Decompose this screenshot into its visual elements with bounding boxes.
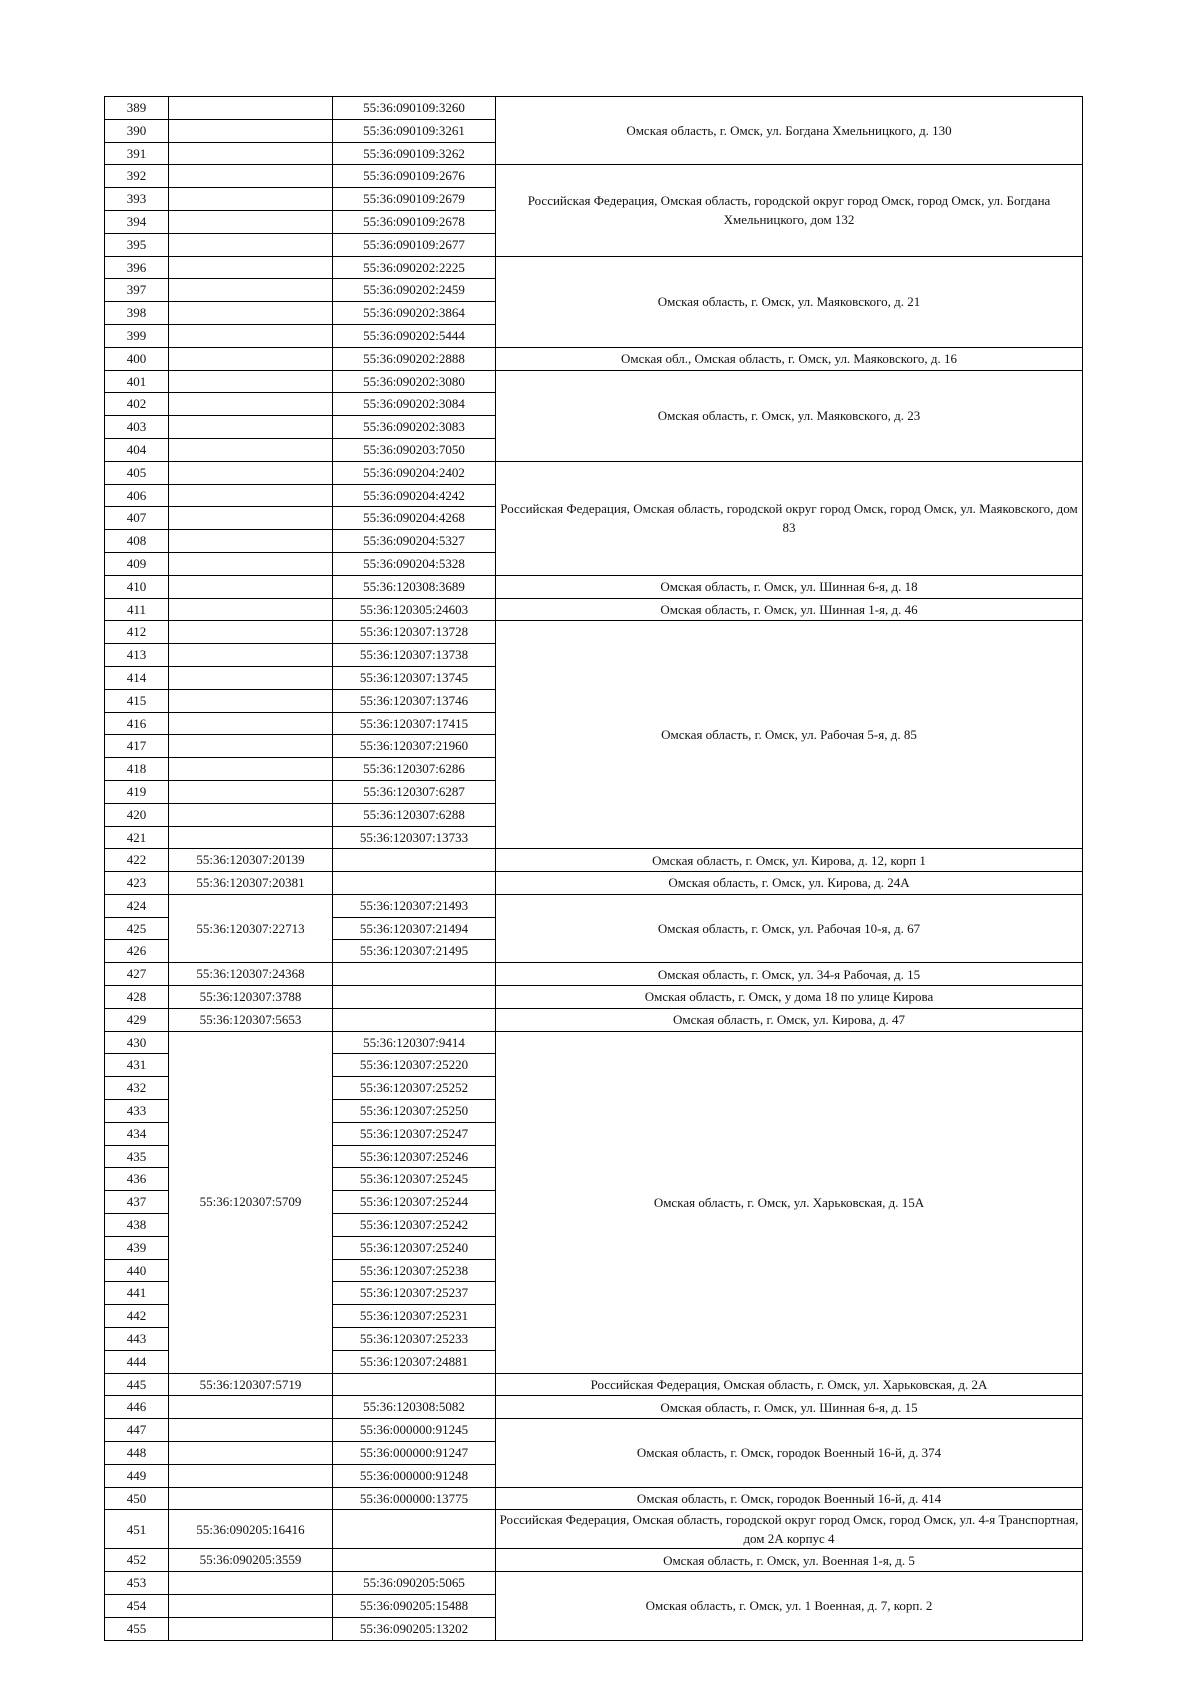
address: Омская область, г. Омск, ул. Кирова, д. 12, корп 1 <box>496 849 1083 872</box>
cadastral-number <box>169 119 333 142</box>
structure-cadastral-number: 55:36:120307:25244 <box>333 1191 496 1214</box>
row-number: 396 <box>105 256 169 279</box>
structure-cadastral-number: 55:36:090202:3080 <box>333 370 496 393</box>
table-row <box>105 1572 1083 1595</box>
structure-cadastral-number <box>333 986 496 1009</box>
cadastral-number <box>169 803 333 826</box>
row-number: 417 <box>105 735 169 758</box>
row-number: 413 <box>105 644 169 667</box>
structure-cadastral-number: 55:36:120307:21493 <box>333 894 496 917</box>
row-number: 414 <box>105 666 169 689</box>
structure-cadastral-number <box>333 963 496 986</box>
row-number: 394 <box>105 210 169 233</box>
structure-cadastral-number: 55:36:090109:2678 <box>333 210 496 233</box>
address: Омская область, г. Омск, ул. Харьковская, д. 15А <box>496 1031 1083 1373</box>
table-row <box>105 621 1083 644</box>
table-row <box>105 894 1083 917</box>
cadastral-number <box>169 689 333 712</box>
row-number: 405 <box>105 461 169 484</box>
address: Российская Федерация, Омская область, г. Омск, ул. Харьковская, д. 2А <box>496 1373 1083 1396</box>
address: Омская обл., Омская область, г. Омск, ул. Маяковского, д. 16 <box>496 347 1083 370</box>
row-number: 429 <box>105 1008 169 1031</box>
structure-cadastral-number: 55:36:120307:25238 <box>333 1259 496 1282</box>
address: Российская Федерация, Омская область, городской округ город Омск, город Омск, ул. Маяковского, дом 83 <box>496 461 1083 575</box>
row-number: 408 <box>105 530 169 553</box>
cadastral-number <box>169 1572 333 1595</box>
cadastral-number: 55:36:090205:3559 <box>169 1549 333 1572</box>
address: Омская область, г. Омск, городок Военный 16-й, д. 414 <box>496 1487 1083 1510</box>
row-number: 440 <box>105 1259 169 1282</box>
structure-cadastral-number: 55:36:120305:24603 <box>333 598 496 621</box>
cadastral-number <box>169 735 333 758</box>
cadastral-number <box>169 393 333 416</box>
row-number: 448 <box>105 1442 169 1465</box>
cadastral-number: 55:36:120307:5719 <box>169 1373 333 1396</box>
row-number: 419 <box>105 780 169 803</box>
structure-cadastral-number: 55:36:090205:5065 <box>333 1572 496 1595</box>
row-number: 430 <box>105 1031 169 1054</box>
table-row <box>105 1396 1083 1419</box>
structure-cadastral-number: 55:36:120307:6286 <box>333 758 496 781</box>
structure-cadastral-number: 55:36:120307:25250 <box>333 1100 496 1123</box>
cadastral-number: 55:36:090205:16416 <box>169 1510 333 1549</box>
address: Омская область, г. Омск, ул. Рабочая 5-я, д. 85 <box>496 621 1083 849</box>
address: Омская область, г. Омск, ул. Кирова, д. 47 <box>496 1008 1083 1031</box>
cadastral-number <box>169 165 333 188</box>
table-row <box>105 347 1083 370</box>
structure-cadastral-number: 55:36:090109:3261 <box>333 119 496 142</box>
address: Омская область, г. Омск, ул. Рабочая 10-я, д. 67 <box>496 894 1083 962</box>
structure-cadastral-number: 55:36:120307:17415 <box>333 712 496 735</box>
row-number: 418 <box>105 758 169 781</box>
cadastral-number <box>169 416 333 439</box>
row-number: 453 <box>105 1572 169 1595</box>
structure-cadastral-number: 55:36:090109:2677 <box>333 233 496 256</box>
row-number: 433 <box>105 1100 169 1123</box>
row-number: 442 <box>105 1305 169 1328</box>
row-number: 421 <box>105 826 169 849</box>
row-number: 404 <box>105 438 169 461</box>
row-number: 451 <box>105 1510 169 1549</box>
structure-cadastral-number: 55:36:120307:21960 <box>333 735 496 758</box>
cadastral-number <box>169 1595 333 1618</box>
row-number: 455 <box>105 1617 169 1640</box>
row-number: 411 <box>105 598 169 621</box>
structure-cadastral-number: 55:36:120308:5082 <box>333 1396 496 1419</box>
structure-cadastral-number: 55:36:090204:4242 <box>333 484 496 507</box>
structure-cadastral-number <box>333 1510 496 1549</box>
table-row <box>105 165 1083 188</box>
cadastral-number <box>169 279 333 302</box>
structure-cadastral-number: 55:36:090202:5444 <box>333 324 496 347</box>
structure-cadastral-number: 55:36:120307:6288 <box>333 803 496 826</box>
table-row <box>105 1008 1083 1031</box>
structure-cadastral-number <box>333 1549 496 1572</box>
row-number: 398 <box>105 302 169 325</box>
row-number: 438 <box>105 1214 169 1237</box>
cadastral-number: 55:36:120307:22713 <box>169 894 333 962</box>
row-number: 401 <box>105 370 169 393</box>
structure-cadastral-number: 55:36:000000:91245 <box>333 1419 496 1442</box>
structure-cadastral-number <box>333 849 496 872</box>
structure-cadastral-number: 55:36:120307:6287 <box>333 780 496 803</box>
row-number: 410 <box>105 575 169 598</box>
row-number: 452 <box>105 1549 169 1572</box>
structure-cadastral-number: 55:36:090109:2679 <box>333 188 496 211</box>
structure-cadastral-number: 55:36:120308:3689 <box>333 575 496 598</box>
row-number: 416 <box>105 712 169 735</box>
row-number: 449 <box>105 1464 169 1487</box>
structure-cadastral-number: 55:36:090202:3084 <box>333 393 496 416</box>
address: Омская область, г. Омск, ул. Военная 1-я, д. 5 <box>496 1549 1083 1572</box>
structure-cadastral-number: 55:36:120307:25237 <box>333 1282 496 1305</box>
cadastral-number: 55:36:120307:20139 <box>169 849 333 872</box>
row-number: 425 <box>105 917 169 940</box>
row-number: 447 <box>105 1419 169 1442</box>
cadastral-number <box>169 598 333 621</box>
structure-cadastral-number: 55:36:090204:4268 <box>333 507 496 530</box>
structure-cadastral-number: 55:36:120307:25240 <box>333 1236 496 1259</box>
row-number: 402 <box>105 393 169 416</box>
structure-cadastral-number: 55:36:120307:25252 <box>333 1077 496 1100</box>
cadastral-number <box>169 826 333 849</box>
row-number: 441 <box>105 1282 169 1305</box>
cadastral-number <box>169 142 333 165</box>
cadastral-number <box>169 644 333 667</box>
structure-cadastral-number: 55:36:090204:5328 <box>333 552 496 575</box>
row-number: 454 <box>105 1595 169 1618</box>
row-number: 391 <box>105 142 169 165</box>
table-row <box>105 1373 1083 1396</box>
table-row <box>105 849 1083 872</box>
row-number: 406 <box>105 484 169 507</box>
row-number: 390 <box>105 119 169 142</box>
row-number: 395 <box>105 233 169 256</box>
table-row <box>105 97 1083 120</box>
row-number: 436 <box>105 1168 169 1191</box>
address: Российская Федерация, Омская область, городской округ город Омск, город Омск, ул. Богдана Хмельницкого, дом 132 <box>496 165 1083 256</box>
row-number: 424 <box>105 894 169 917</box>
row-number: 434 <box>105 1122 169 1145</box>
row-number: 389 <box>105 97 169 120</box>
data-table <box>104 96 1083 1641</box>
structure-cadastral-number: 55:36:120307:25231 <box>333 1305 496 1328</box>
row-number: 397 <box>105 279 169 302</box>
structure-cadastral-number: 55:36:090109:2676 <box>333 165 496 188</box>
row-number: 409 <box>105 552 169 575</box>
structure-cadastral-number: 55:36:120307:13746 <box>333 689 496 712</box>
cadastral-number: 55:36:120307:5653 <box>169 1008 333 1031</box>
row-number: 432 <box>105 1077 169 1100</box>
row-number: 400 <box>105 347 169 370</box>
structure-cadastral-number: 55:36:090202:2225 <box>333 256 496 279</box>
cadastral-number <box>169 1464 333 1487</box>
cadastral-number <box>169 97 333 120</box>
row-number: 399 <box>105 324 169 347</box>
row-number: 444 <box>105 1350 169 1373</box>
cadastral-number <box>169 1396 333 1419</box>
address: Омская область, г. Омск, ул. Шинная 6-я, д. 18 <box>496 575 1083 598</box>
structure-cadastral-number: 55:36:120307:24881 <box>333 1350 496 1373</box>
structure-cadastral-number: 55:36:120307:25246 <box>333 1145 496 1168</box>
cadastral-number <box>169 621 333 644</box>
cadastral-number <box>169 1617 333 1640</box>
row-number: 437 <box>105 1191 169 1214</box>
cadastral-number: 55:36:120307:24368 <box>169 963 333 986</box>
row-number: 420 <box>105 803 169 826</box>
cadastral-number <box>169 256 333 279</box>
cadastral-number <box>169 575 333 598</box>
address: Омская область, г. Омск, ул. Кирова, д. 24А <box>496 872 1083 895</box>
row-number: 445 <box>105 1373 169 1396</box>
cadastral-number <box>169 1419 333 1442</box>
structure-cadastral-number: 55:36:090205:13202 <box>333 1617 496 1640</box>
table-row <box>105 370 1083 393</box>
cadastral-number <box>169 552 333 575</box>
row-number: 443 <box>105 1328 169 1351</box>
cadastral-number <box>169 666 333 689</box>
address: Омская область, г. Омск, городок Военный 16-й, д. 374 <box>496 1419 1083 1487</box>
structure-cadastral-number: 55:36:120307:9414 <box>333 1031 496 1054</box>
cadastral-number <box>169 530 333 553</box>
address: Омская область, г. Омск, у дома 18 по улице Кирова <box>496 986 1083 1009</box>
row-number: 428 <box>105 986 169 1009</box>
structure-cadastral-number: 55:36:090202:3083 <box>333 416 496 439</box>
row-number: 407 <box>105 507 169 530</box>
table-row <box>105 1419 1083 1442</box>
address: Омская область, г. Омск, ул. Богдана Хмельницкого, д. 130 <box>496 97 1083 165</box>
table-row <box>105 461 1083 484</box>
cadastral-number <box>169 438 333 461</box>
address: Российская Федерация, Омская область, городской округ город Омск, город Омск, ул. 4-я Транспортная, дом 2А корпус 4 <box>496 1510 1083 1549</box>
table-row <box>105 1031 1083 1054</box>
cadastral-number <box>169 712 333 735</box>
row-number: 422 <box>105 849 169 872</box>
row-number: 423 <box>105 872 169 895</box>
structure-cadastral-number: 55:36:120307:21494 <box>333 917 496 940</box>
structure-cadastral-number: 55:36:090202:2888 <box>333 347 496 370</box>
structure-cadastral-number: 55:36:090202:2459 <box>333 279 496 302</box>
structure-cadastral-number: 55:36:090109:3260 <box>333 97 496 120</box>
address: Омская область, г. Омск, ул. 1 Военная, д. 7, корп. 2 <box>496 1572 1083 1640</box>
cadastral-number <box>169 780 333 803</box>
table-row <box>105 1510 1083 1549</box>
address: Омская область, г. Омск, ул. Маяковского, д. 21 <box>496 256 1083 347</box>
address: Омская область, г. Омск, ул. Шинная 6-я, д. 15 <box>496 1396 1083 1419</box>
table-row <box>105 963 1083 986</box>
cadastral-number <box>169 188 333 211</box>
cadastral-number <box>169 233 333 256</box>
structure-cadastral-number: 55:36:120307:25247 <box>333 1122 496 1145</box>
cadastral-number <box>169 302 333 325</box>
cadastral-number <box>169 210 333 233</box>
table-row <box>105 872 1083 895</box>
row-number: 435 <box>105 1145 169 1168</box>
structure-cadastral-number <box>333 1008 496 1031</box>
structure-cadastral-number: 55:36:120307:13728 <box>333 621 496 644</box>
structure-cadastral-number: 55:36:090202:3864 <box>333 302 496 325</box>
structure-cadastral-number: 55:36:090203:7050 <box>333 438 496 461</box>
cadastral-number <box>169 347 333 370</box>
structure-cadastral-number: 55:36:120307:25220 <box>333 1054 496 1077</box>
structure-cadastral-number: 55:36:090109:3262 <box>333 142 496 165</box>
cadastral-number <box>169 324 333 347</box>
structure-cadastral-number: 55:36:120307:25233 <box>333 1328 496 1351</box>
structure-cadastral-number: 55:36:000000:91247 <box>333 1442 496 1465</box>
cadastral-number: 55:36:120307:20381 <box>169 872 333 895</box>
table-body <box>105 97 1083 1641</box>
structure-cadastral-number: 55:36:120307:25245 <box>333 1168 496 1191</box>
row-number: 415 <box>105 689 169 712</box>
structure-cadastral-number <box>333 1373 496 1396</box>
address: Омская область, г. Омск, ул. 34-я Рабочая, д. 15 <box>496 963 1083 986</box>
row-number: 393 <box>105 188 169 211</box>
structure-cadastral-number: 55:36:000000:91248 <box>333 1464 496 1487</box>
structure-cadastral-number: 55:36:090204:2402 <box>333 461 496 484</box>
table-row <box>105 986 1083 1009</box>
structure-cadastral-number: 55:36:000000:13775 <box>333 1487 496 1510</box>
row-number: 426 <box>105 940 169 963</box>
row-number: 412 <box>105 621 169 644</box>
table-row <box>105 575 1083 598</box>
cadastral-number <box>169 1487 333 1510</box>
structure-cadastral-number: 55:36:120307:25242 <box>333 1214 496 1237</box>
structure-cadastral-number: 55:36:120307:13733 <box>333 826 496 849</box>
cadastral-number <box>169 461 333 484</box>
structure-cadastral-number: 55:36:120307:21495 <box>333 940 496 963</box>
table-row <box>105 256 1083 279</box>
row-number: 439 <box>105 1236 169 1259</box>
structure-cadastral-number: 55:36:090204:5327 <box>333 530 496 553</box>
cadastral-number <box>169 370 333 393</box>
cadastral-number <box>169 758 333 781</box>
row-number: 431 <box>105 1054 169 1077</box>
structure-cadastral-number: 55:36:090205:15488 <box>333 1595 496 1618</box>
cadastral-number <box>169 484 333 507</box>
address: Омская область, г. Омск, ул. Маяковского, д. 23 <box>496 370 1083 461</box>
table-row <box>105 598 1083 621</box>
row-number: 427 <box>105 963 169 986</box>
row-number: 446 <box>105 1396 169 1419</box>
row-number: 450 <box>105 1487 169 1510</box>
cadastral-number <box>169 507 333 530</box>
row-number: 392 <box>105 165 169 188</box>
cadastral-number: 55:36:120307:5709 <box>169 1031 333 1373</box>
structure-cadastral-number: 55:36:120307:13738 <box>333 644 496 667</box>
structure-cadastral-number: 55:36:120307:13745 <box>333 666 496 689</box>
cadastral-number <box>169 1442 333 1465</box>
table-row <box>105 1549 1083 1572</box>
cadastral-number: 55:36:120307:3788 <box>169 986 333 1009</box>
address: Омская область, г. Омск, ул. Шинная 1-я, д. 46 <box>496 598 1083 621</box>
row-number: 403 <box>105 416 169 439</box>
table-row <box>105 1487 1083 1510</box>
structure-cadastral-number <box>333 872 496 895</box>
